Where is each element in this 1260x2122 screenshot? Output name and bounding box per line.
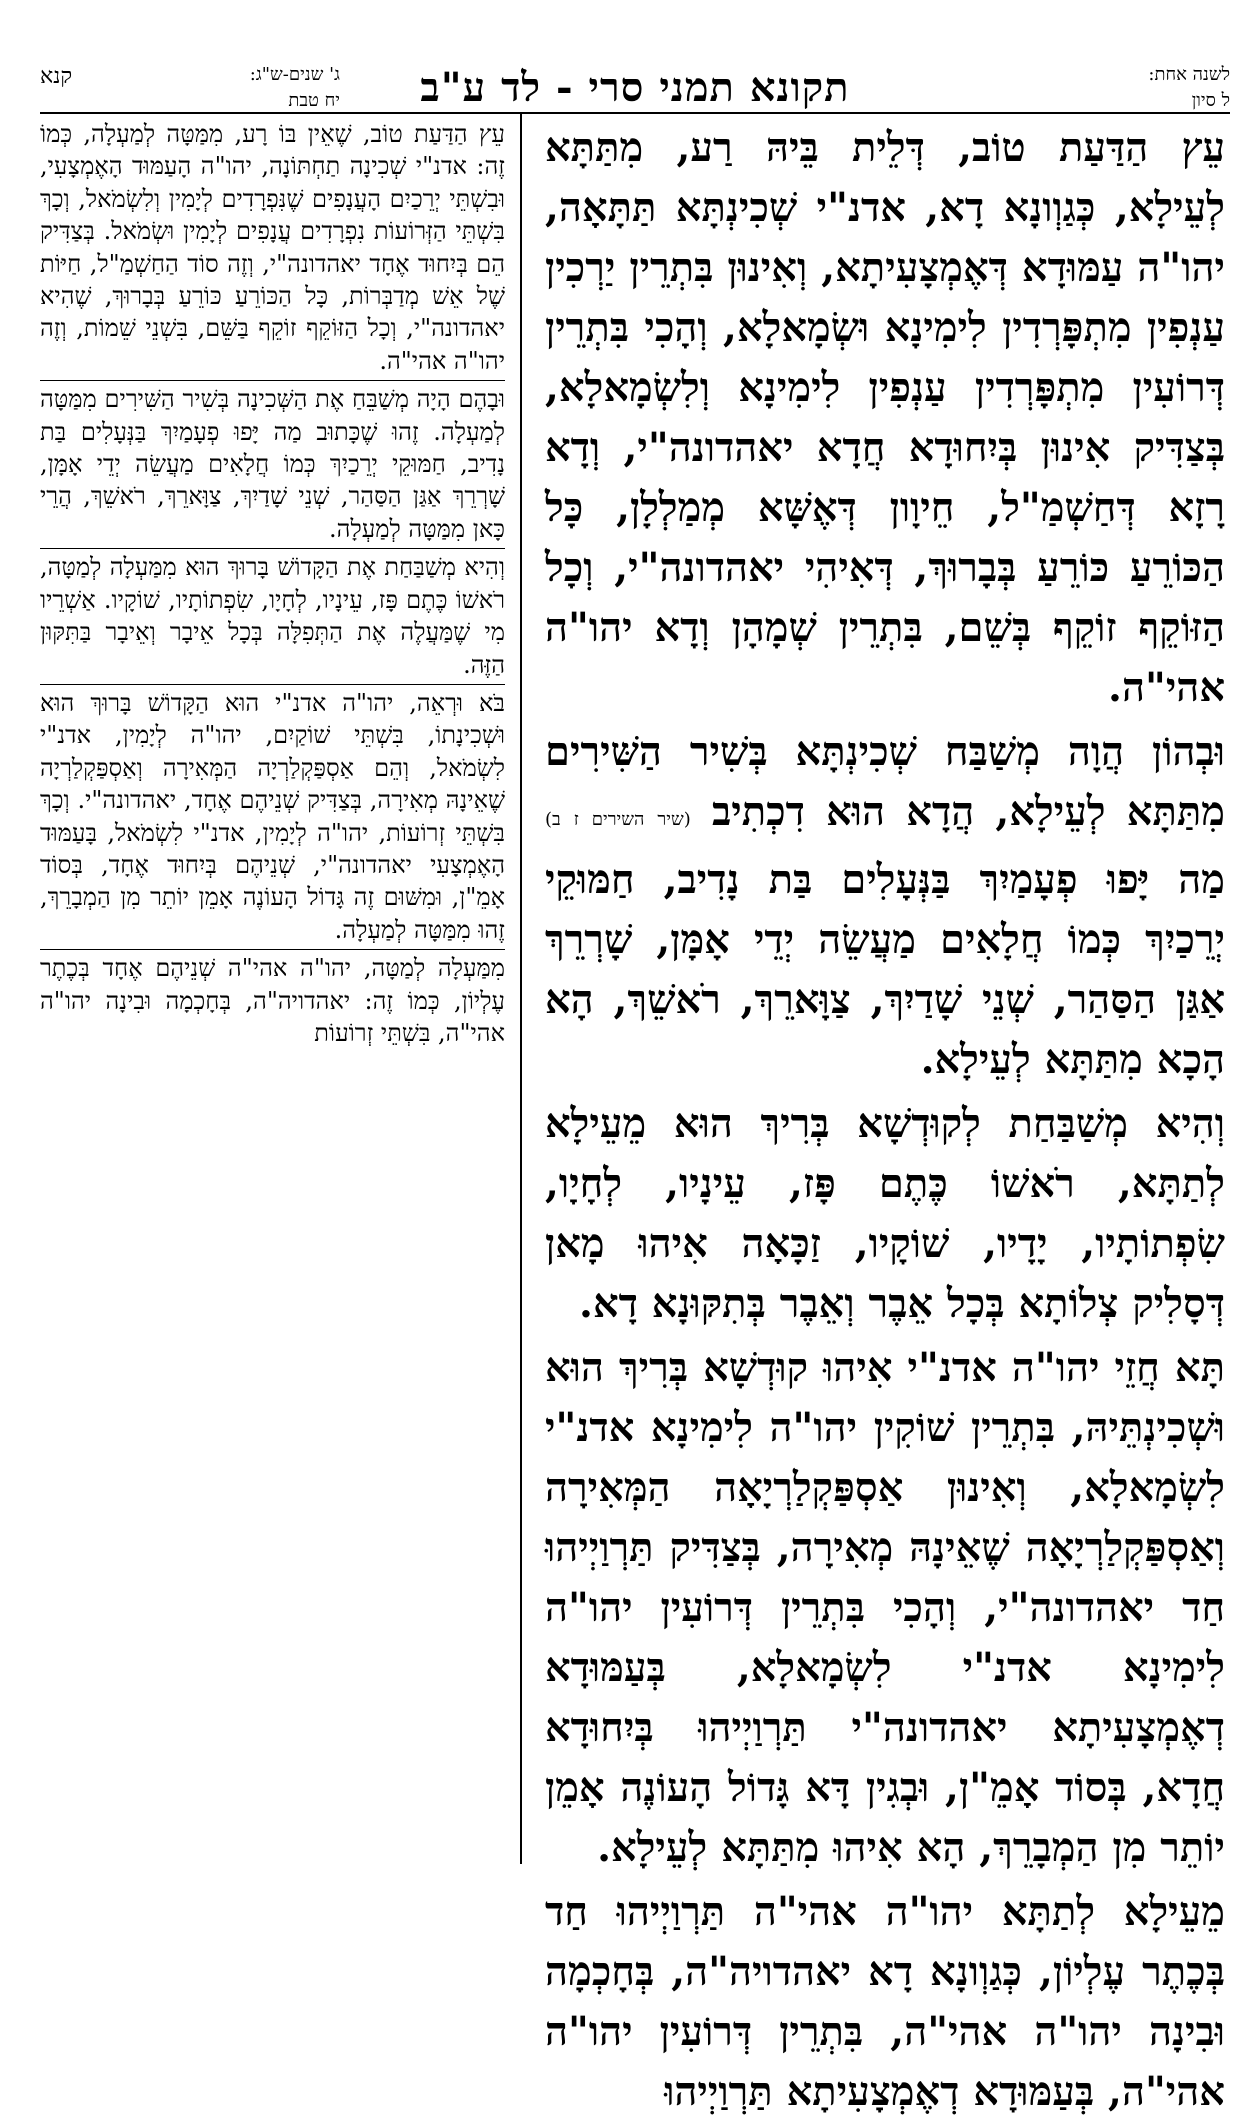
reading-schedule-three-year (172, 62, 340, 114)
reading-schedule-one-year (1030, 62, 1230, 114)
page-title: תקונא תמני סרי - לד ע"ב (420, 64, 850, 111)
translation-paragraph: עֵץ הַדַּעַת טוֹב, שֶׁאֵין בּוֹ רָע, מִמַּטָּה לְמַעְלָה, כְּמוֹ זֶה: אדנ"י שְׁכִינָה תַחְתּוֹנָה, יהו"ה הָעַמּוּד הָאֶמְצָעִי, וּבִשְׁתֵּי יְרֵכַיִם הָעֲנָפִים שֶׁנִּפְרָדִים לְיָמִין וְלִשְׂמֹאל, וְכָךְ בִּשְׁתֵּי הַזְּרוֹעוֹת נִפְרָדִים עֲנָפִים לְיָמִין וּשְׂמֹאל. בְּצַדִּיק הֵם בְּיִחוּד אֶחָד יאהדונה"י, וְזֶה סוֹד הַחַשְׁמַ"ל, חַיּוֹת שֶׁל אֵשׁ מְדַבְּרוֹת, כָּל הַכּוֹרֵעַ כּוֹרֵעַ בְּבָרוּךְ, שֶׁהִיא יאהדונה"י, וְכָל הַזּוֹקֵף זוֹקֵף בַּשֵּׁם, בִּשְׁנֵי שֵׁמוֹת, וְזֶה יהו"ה אהי"ה. (40, 120, 506, 375)
schedule-date-one-year: ל סיון (1191, 90, 1230, 111)
translation-paragraph: בֹּא וּרְאֵה, יהו"ה אדנ"י הוּא הַקָּדוֹשׁ בָּרוּךְ הוּא וּשְׁכִינָתוֹ, בִּשְׁתֵּי שׁוֹקַיִם, יהו"ה לְיָמִין, אדנ"י לִשְׂמֹאל, וְהֵם אַסְפַּקְלַרְיָה הַמְּאִירָה וְאַסְפַּקְלַרְיָה שֶׁאֵינָהּ מְאִירָה, בְּצַדִּיק שְׁנֵיהֶם אֶחָד, יאהדונה"י. וְכָךְ בִּשְׁתֵּי זְרוֹעוֹת, יהו"ה לְיָמִין, אדנ"י לִשְׂמֹאל, בָּעַמּוּד הָאֶמְצָעִי יאהדונה"י, שְׁנֵיהֶם בְּיִחוּד אֶחָד, בְּסוֹד אָמֵ"ן, וּמִשּׁוּם זֶה גָּדוֹל הָעוֹנֶה אָמֵן יוֹתֵר מִן הַמְבָרֵךְ, זֶהוּ מִמַּטָּה לְמַעְלָה. (40, 684, 505, 946)
translation-paragraph: מִמַּעְלָה לְמַטָּה, יהו"ה אהי"ה שְׁנֵיהֶם אֶחָד בְּכֶתֶר עֶלְיוֹן, כְּמוֹ זֶה: יאהדויה"ה, בְּחָכְמָה וּבִינָה יהו"ה אהי"ה, בִּשְׁתֵּי זְרוֹעוֹת (40, 949, 505, 1049)
page-number: קנא (40, 64, 73, 89)
scripture-reference: (שיר השירים ז ב) (545, 809, 691, 830)
schedule-label-one-year: לשנה אחת: (1148, 64, 1230, 85)
column-divider (520, 114, 522, 1864)
main-paragraph-text: מַה יָּפוּ פְעָמַיִךְ בַּנְּעָלִים בַּת נָדִיב, חַמּוּקֵי יְרֵכַיִךְ כְּמוֹ חֲלָאִים מַעֲשֵׂה יְדֵי אָמָּן, שָׁרְרֵךְ אַגַּן הַסַּהַר, שְׁנֵי שָׁדַיִךְ, צַוָּארֵךְ, רֹאשֵׁךְ, הָא הָכָא מִתַּתָּא לְעֵילָא. (545, 856, 1225, 1083)
translation-paragraph: וְהִיא מְשַׁבַּחַת אֶת הַקָּדוֹשׁ בָּרוּךְ הוּא מִמַּעְלָה לְמַטָּה, רֹאשׁוֹ כֶּתֶם פָּז, עֵינָיו, לְחָיָו, שִׂפְתוֹתָיו, שׁוֹקָיו. אַשְׁרֵיו מִי שֶׁמַּעֲלֶה אֶת הַתְּפִלָּה בְּכָל אֵיבָר וְאֵיבָר בַּתִּקּוּן הַזֶּה. (40, 548, 505, 681)
schedule-label-three-year: ג' שנים-ש"ג: (249, 64, 340, 85)
translation-paragraph: וּבָהֶם הָיָה מְשַׁבֵּחַ אֶת הַשְּׁכִינָה בְּשִׁיר הַשִּׁירִים מִמַּטָּה לְמַעְלָה. זֶהוּ שֶׁכָּתוּב מַה יָּפוּ פְעָמַיִךְ בַּנְּעָלִים בַּת נָדִיב, חַמּוּקֵי יְרֵכַיִךְ כְּמוֹ חֲלָאִים מַעֲשֵׂה יְדֵי אָמָּן, שָׁרְרֵךְ אַגַּן הַסַּהַר, שְׁנֵי שָׁדַיִךְ, צַוָּארֵךְ, רֹאשֵׁךְ, הֲרֵי כָּאן מִמַּטָּה לְמַעְלָה. (40, 380, 505, 545)
main-paragraph-text: וּבְהוֹן הֲוָה מְשַׁבַּח שְׁכִינְתָּא בְּשִׁיר הַשִּׁירִים מִתַּתָּא לְעֵילָא, הֲדָא הוּא דִכְתִיב (545, 728, 1225, 835)
header-divider (40, 112, 1230, 114)
schedule-date-three-year: יח טבת (288, 90, 340, 111)
main-paragraph (545, 722, 1225, 1090)
page-header (40, 62, 1230, 114)
main-paragraph: מֵעֵילָא לְתַתָּא יהו"ה אהי"ה תַּרְוַיְיהוּ חַד בְּכֶתֶר עֶלְיוֹן, כְּגַוְונָא דָא יאהדויה"ה, בְּחָכְמָה וּבִינָה יהו"ה אהי"ה, בִּתְרֵין דְּרוֹעִין יהו"ה אהי"ה, בְּעַמּוּדָא דְאֶמְצָעִיתָא תַּרְוַיְיהוּ (545, 1888, 1225, 2115)
main-paragraph: עֵץ הַדַּעַת טוֹב, דְּלֵית בֵּיהּ רַע, מִתַּתָּא לְעֵילָא, כְּגַוְונָא דָא, אדנ"י שְׁכִינְתָּא תַּתָּאָה, יהו"ה עַמּוּדָא דְּאֶמְצָעִיתָא, וְאִינוּן בִּתְרֵין יַרְכִין עַנְפִין מִתְפָּרְדִין לִימִינָא וּשְׂמָאלָא, וְהָכִי בִּתְרֵין דְּרוֹעִין מִתְפָּרְדִין עַנְפִין לִימִינָא וְלִשְׂמָאלָא, בְּצַדִּיק אִינוּן בְּיִחוּדָא חֲדָא יאהדונה"י, וְדָא רָזָא דְּחַשְׁמַ"ל, חֵיוָון דְּאֶשָּׁא מְמַלְלָן, כָּל הַכּוֹרֵעַ כּוֹרֵעַ בְּבָרוּךְ, דְּאִיהִי יאהדונה"י, וְכָל הַזּוֹקֵף זוֹקֵף בְּשֵׁם, בִּתְרֵין שְׁמָהָן וְדָא יהו"ה אהי"ה. (545, 124, 1225, 711)
main-text-column (545, 118, 1225, 2115)
main-paragraph: וְהִיא מְשַׁבַּחַת לְקוּדְשָׁא בְּרִיךְ הוּא מֵעֵילָא לְתַתָּא, רֹאשׁוֹ כֶּתֶם פָּז, עֵינָיו, לְחָיָו, שִׂפְתוֹתָיו, יָדָיו, שׁוֹקָיו, זַכָּאָה אִיהוּ מָאן דְּסָלִיק צְלוֹתָא בְּכָל אֵבֶר וְאֵבֶר בְּתִקּוּנָא דָא. (545, 1100, 1225, 1327)
translation-column (40, 118, 505, 1868)
main-paragraph: תָּא חֲזֵי יהו"ה אדנ"י אִיהוּ קוּדְשָׁא בְּרִיךְ הוּא וּשְׁכִינְתֵּיהּ, בִּתְרֵין שׁוֹקִין יהו"ה לִימִינָא אדנ"י לִשְׂמָאלָא, וְאִינוּן אַסְפַּקְלַרְיָאָה הַמְּאִירָה וְאַסְפַּקְלַרְיָאָה שֶׁאֵינָהּ מְאִירָה, בְּצַדִּיק תַּרְוַיְיהוּ חַד יאהדונה"י, וְהָכִי בִּתְרֵין דְּרוֹעִין יהו"ה לִימִינָא אדנ"י לִשְׂמָאלָא, בְּעַמּוּדָא דְאֶמְצָעִיתָא יאהדונה"י תַּרְוַיְיהוּ בְּיִחוּדָא חֲדָא, בְּסוֹד אָמֵ"ן, וּבְגִין דָּא גָּדוֹל הָעוֹנֶה אָמֵן יוֹתֵר מִן הַמְבָרֵךְ, הָא אִיהוּ מִתַּתָּא לְעֵילָא. (545, 1344, 1225, 1871)
